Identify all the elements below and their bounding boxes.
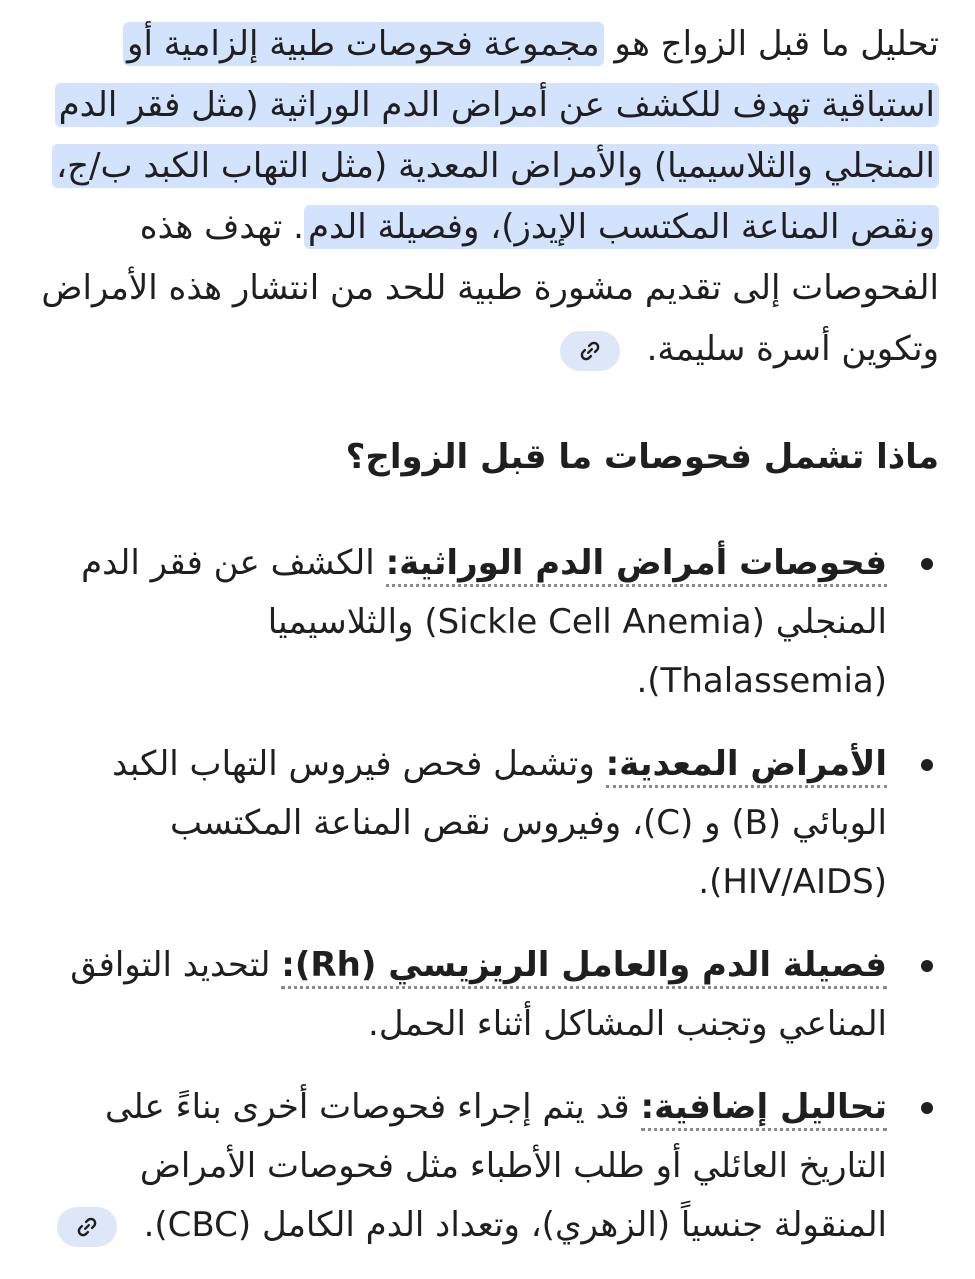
intro-highlighted-text[interactable]: مجموعة فحوصات طبية إلزامية أو استباقية تهدف للكشف عن أمراض الدم الوراثية (مثل فقر الدم المنجلي والثلاسيميا) والأمراض المعدية (مثل التهاب الكبد ب/ج، ونقص المناعة المكتسب الإيدز)، وفصيلة الدم	[52, 22, 939, 249]
intro-paragraph	[34, 14, 939, 380]
list-item: الأمراض المعدية: وتشمل فحص فيروس التهاب الكبد الوبائي (B) و (C)، وفيروس نقص المناعة المكتسب (HIV/AIDS).	[34, 735, 939, 912]
section-heading: ماذا تشمل فحوصات ما قبل الزواج؟	[345, 437, 939, 477]
item-term[interactable]: تحاليل إضافية:	[641, 1087, 888, 1131]
tests-list	[34, 534, 939, 1255]
bullet	[921, 960, 933, 972]
bullet	[921, 558, 933, 570]
source-link-button[interactable]	[57, 1207, 117, 1247]
list-item: فحوصات أمراض الدم الوراثية: الكشف عن فقر الدم المنجلي (Sickle Cell Anemia) والثلاسيميا (Thalassemia).	[34, 534, 939, 711]
bullet	[921, 1102, 933, 1114]
item-term[interactable]: الأمراض المعدية:	[606, 744, 887, 788]
link-icon	[76, 1216, 98, 1238]
list-item: فصيلة الدم والعامل الريزيسي (Rh): لتحديد التوافق المناعي وتجنب المشاكل أثناء الحمل.	[34, 936, 939, 1054]
intro-lead: تحليل ما قبل الزواج هو	[614, 24, 939, 64]
article	[34, 14, 939, 1279]
item-term[interactable]: فحوصات أمراض الدم الوراثية:	[386, 543, 887, 587]
link-icon	[579, 340, 601, 362]
intro-trail: . تهدف هذه الفحوصات إلى تقديم مشورة طبية للحد من انتشار هذه الأمراض وتكوين أسرة سليمة.	[41, 207, 939, 369]
bullet	[921, 759, 933, 771]
list-item: تحاليل إضافية: قد يتم إجراء فحوصات أخرى بناءً على التاريخ العائلي أو طلب الأطباء مثل فحوصات الأمراض المنقولة جنسياً (الزهري)، وتعداد الدم الكامل (CBC).	[34, 1078, 939, 1255]
source-link-button[interactable]	[560, 331, 620, 371]
item-term[interactable]: فصيلة الدم والعامل الريزيسي (Rh):	[281, 945, 887, 989]
